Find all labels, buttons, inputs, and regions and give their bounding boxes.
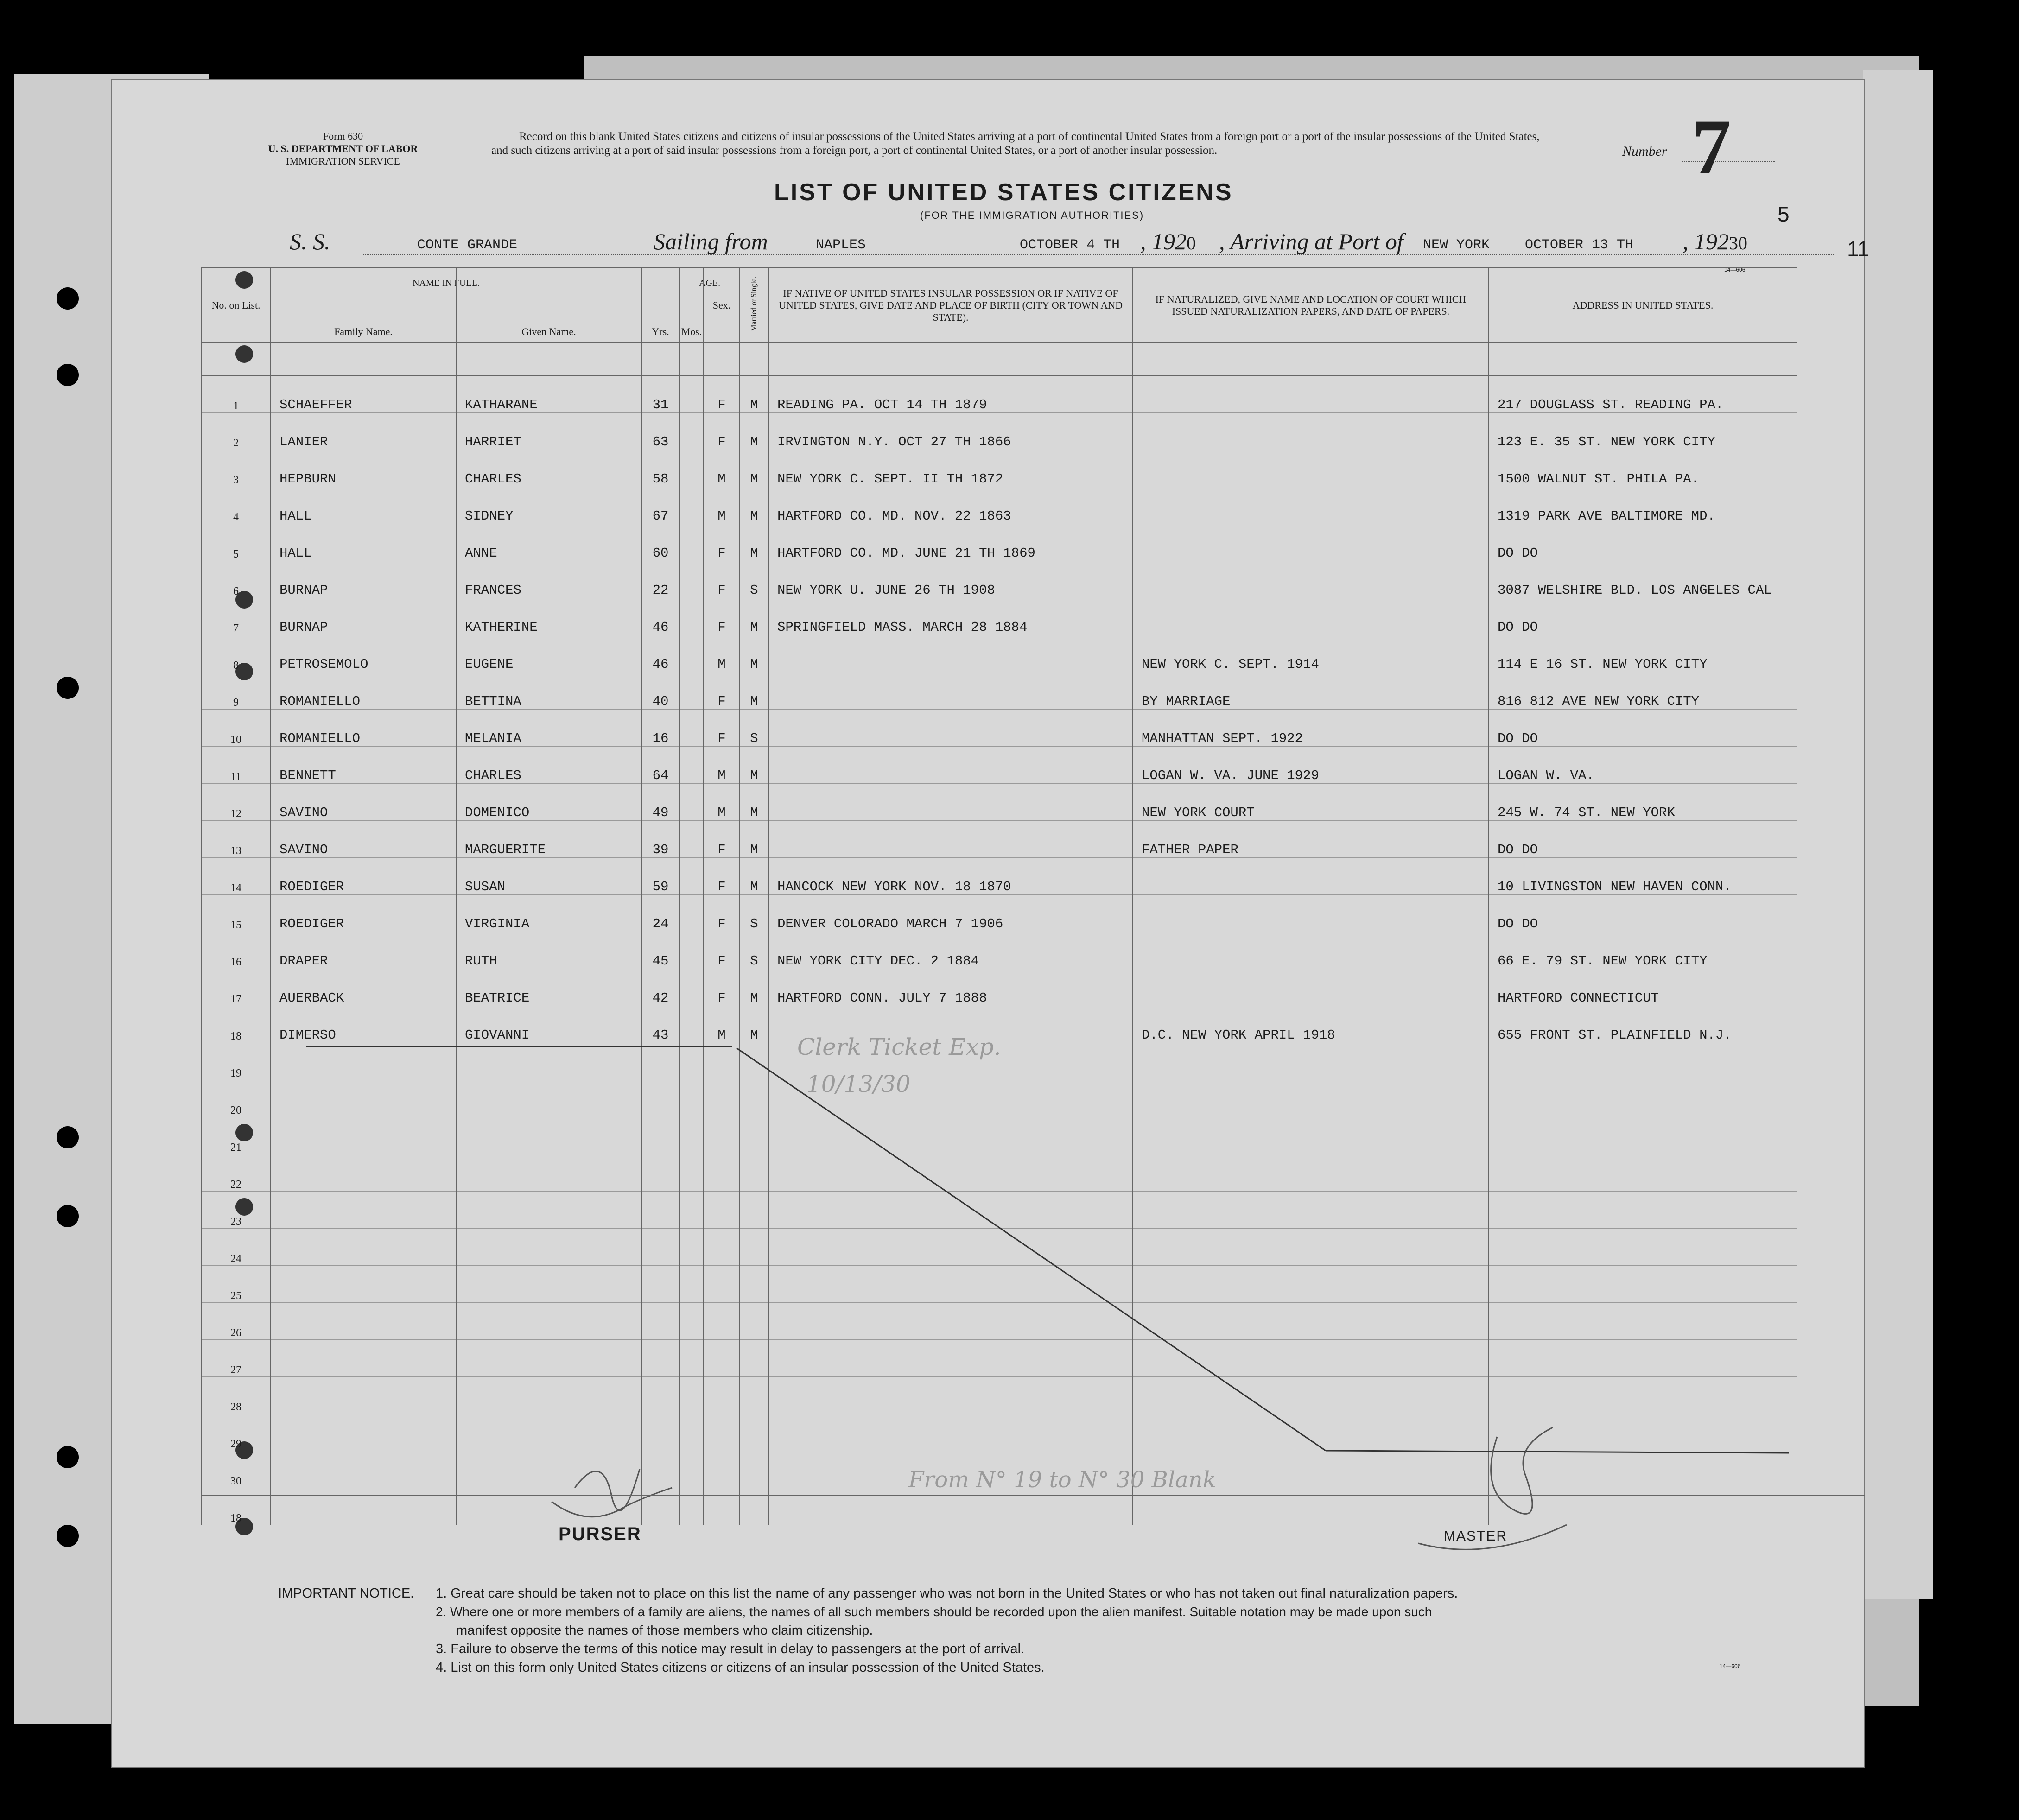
us-address: 3087 WELSHIRE BLD. LOS ANGELES CAL: [1489, 561, 1797, 598]
row-number: 7: [201, 598, 271, 635]
married-single: M: [740, 413, 768, 450]
age-group-header: AGE.: [699, 278, 721, 288]
age-years: 16: [641, 710, 679, 747]
given-name: RUTH: [456, 932, 641, 969]
married-single: S: [740, 895, 768, 932]
married-single: M: [740, 784, 768, 821]
sailing-year-prefix: , 192: [1140, 228, 1187, 254]
us-address: 123 E. 35 ST. NEW YORK CITY: [1489, 413, 1797, 450]
age-years: 63: [641, 413, 679, 450]
row-number: 30: [201, 1451, 271, 1488]
age-years: 67: [641, 487, 679, 524]
page-mark: 5: [1778, 202, 1790, 226]
naturalization: LOGAN W. VA. JUNE 1929: [1133, 747, 1489, 784]
form-subtitle: (FOR THE IMMIGRATION AUTHORITIES): [920, 209, 1144, 221]
arrival-date: OCTOBER 13 TH: [1525, 237, 1634, 253]
row-number: 20: [201, 1080, 271, 1117]
arrival-year-suffix: 30: [1729, 233, 1747, 254]
row-number: 21: [201, 1117, 271, 1154]
married-single: S: [740, 932, 768, 969]
age-years: 45: [641, 932, 679, 969]
us-address: DO DO: [1489, 821, 1797, 858]
notice-item: 4. List on this form only United States citizens or citizens of an insular possession of the United States.: [436, 1660, 1045, 1675]
age-years: 46: [641, 598, 679, 635]
service: IMMIGRATION SERVICE: [286, 155, 400, 167]
footer-rule: [201, 1495, 1865, 1496]
row-number: 1: [201, 375, 271, 413]
given-name: BETTINA: [456, 672, 641, 710]
family-name: PETROSEMOLO: [271, 635, 456, 672]
edge-mark: 11: [1847, 237, 1869, 261]
row-number: 12: [201, 784, 271, 821]
age-years: 31: [641, 375, 679, 413]
row-number: 15: [201, 895, 271, 932]
naturalization: MANHATTAN SEPT. 1922: [1133, 710, 1489, 747]
naturalization: BY MARRIAGE: [1133, 672, 1489, 710]
birth-place-date: NEW YORK U. JUNE 26 TH 1908: [768, 561, 1133, 598]
purser-label: PURSER: [559, 1524, 641, 1544]
arriving-label: , Arriving at Port of: [1219, 228, 1403, 254]
family-name: BURNAP: [271, 598, 456, 635]
sex: F: [704, 858, 740, 895]
us-address: DO DO: [1489, 710, 1797, 747]
blank-rows-note: From N° 19 to N° 30 Blank: [908, 1467, 1216, 1493]
birth-place-date: SPRINGFIELD MASS. MARCH 28 1884: [768, 598, 1133, 635]
sailing-port: NAPLES: [816, 237, 866, 253]
family-name: LANIER: [271, 413, 456, 450]
sex: F: [704, 561, 740, 598]
us-address: 816 812 AVE NEW YORK CITY: [1489, 672, 1797, 710]
married-single: M: [740, 747, 768, 784]
sex: F: [704, 524, 740, 561]
sailing-year-suffix: 0: [1187, 233, 1196, 254]
given-name: SIDNEY: [456, 487, 641, 524]
row-number: 18: [201, 1488, 271, 1525]
age-years: 46: [641, 635, 679, 672]
us-address: 1319 PARK AVE BALTIMORE MD.: [1489, 487, 1797, 524]
birth-place-date: HARTFORD CONN. JULY 7 1888: [768, 969, 1133, 1006]
us-address: DO DO: [1489, 598, 1797, 635]
family-name: BURNAP: [271, 561, 456, 598]
age-years: 24: [641, 895, 679, 932]
pencil-stamp-line-2: 10/13/30: [806, 1071, 911, 1097]
sex: F: [704, 375, 740, 413]
given-name: EUGENE: [456, 635, 641, 672]
married-single: M: [740, 821, 768, 858]
notice-item: 3. Failure to observe the terms of this notice may result in delay to passengers at the port of arrival.: [436, 1642, 1025, 1656]
given-name: HARRIET: [456, 413, 641, 450]
row-number: 28: [201, 1377, 271, 1414]
given-name: CHARLES: [456, 450, 641, 487]
row-number: 19: [201, 1043, 271, 1080]
col-given: Given Name.: [456, 268, 641, 343]
us-address: 66 E. 79 ST. NEW YORK CITY: [1489, 932, 1797, 969]
row-number: 26: [201, 1303, 271, 1340]
age-years: 49: [641, 784, 679, 821]
col-married-label: Married or Single.: [750, 277, 758, 331]
family-name: AUERBACK: [271, 969, 456, 1006]
given-name: ANNE: [456, 524, 641, 561]
row-number: 2: [201, 413, 271, 450]
given-name: BEATRICE: [456, 969, 641, 1006]
sex: F: [704, 413, 740, 450]
col-birth: IF NATIVE OF UNITED STATES INSULAR POSSESSION OR IF NATIVE OF UNITED STATES, GIVE DATE AND PLACE OF BIRTH (CITY OR TOWN AND STATE).: [768, 268, 1133, 343]
row-number: 11: [201, 747, 271, 784]
sex: M: [704, 450, 740, 487]
us-address: LOGAN W. VA.: [1489, 747, 1797, 784]
given-name: SUSAN: [456, 858, 641, 895]
form-number: Form 630: [323, 130, 363, 142]
arrival-year-prefix: , 192: [1682, 228, 1729, 254]
family-name: SCHAEFFER: [271, 375, 456, 413]
age-years: 42: [641, 969, 679, 1006]
married-single: M: [740, 450, 768, 487]
col-address: ADDRESS IN UNITED STATES.: [1489, 268, 1797, 343]
birth-place-date: NEW YORK CITY DEC. 2 1884: [768, 932, 1133, 969]
married-single: M: [740, 635, 768, 672]
naturalization: NEW YORK COURT: [1133, 784, 1489, 821]
row-number: 24: [201, 1229, 271, 1266]
married-single: M: [740, 672, 768, 710]
age-years: 22: [641, 561, 679, 598]
row-number: 8: [201, 635, 271, 672]
col-mos: Mos.: [679, 268, 704, 343]
age-years: 43: [641, 1006, 679, 1043]
married-single: M: [740, 598, 768, 635]
given-name: GIOVANNI: [456, 1006, 641, 1043]
number-label: Number: [1622, 144, 1667, 159]
birth-place-date: NEW YORK C. SEPT. II TH 1872: [768, 450, 1133, 487]
given-name: FRANCES: [456, 561, 641, 598]
us-address: DO DO: [1489, 895, 1797, 932]
sailing-date: OCTOBER 4 TH: [1020, 237, 1120, 253]
birth-place-date: DENVER COLORADO MARCH 7 1906: [768, 895, 1133, 932]
row-number: 18: [201, 1006, 271, 1043]
birth-place-date: HARTFORD CO. MD. JUNE 21 TH 1869: [768, 524, 1133, 561]
age-years: 40: [641, 672, 679, 710]
row-number: 10: [201, 710, 271, 747]
row-number: 13: [201, 821, 271, 858]
row-number: 25: [201, 1266, 271, 1303]
record-notice: Record on this blank United States citizens and citizens of insular possessions of the United States arriving at a port of continental United States from a foreign port or a port of the insular possessions of the United States, and such citizens arriving at a port of said insular possessions from a foreign port, a port of continental United States, or a port of another insular possession.: [491, 130, 1540, 157]
married-single: M: [740, 858, 768, 895]
birth-place-date: HANCOCK NEW YORK NOV. 18 1870: [768, 858, 1133, 895]
age-years: 64: [641, 747, 679, 784]
notice-list: [436, 1584, 1458, 1677]
family-name: DRAPER: [271, 932, 456, 969]
naturalization: FATHER PAPER: [1133, 821, 1489, 858]
us-address: 1500 WALNUT ST. PHILA PA.: [1489, 450, 1797, 487]
married-single: M: [740, 969, 768, 1006]
name-group-header: NAME IN FULL.: [413, 278, 480, 288]
list-number: 7: [1692, 103, 1731, 190]
col-no: No. on List.: [201, 268, 271, 343]
married-single: M: [740, 487, 768, 524]
given-name: VIRGINIA: [456, 895, 641, 932]
birth-place-date: HARTFORD CO. MD. NOV. 22 1863: [768, 487, 1133, 524]
family-name: ROMANIELLO: [271, 710, 456, 747]
given-name: CHARLES: [456, 747, 641, 784]
given-name: MARGUERITE: [456, 821, 641, 858]
family-name: SAVINO: [271, 821, 456, 858]
us-address: 114 E 16 ST. NEW YORK CITY: [1489, 635, 1797, 672]
notice-item: manifest opposite the names of those members who claim citizenship.: [456, 1623, 873, 1638]
arrival-port: NEW YORK: [1423, 237, 1490, 253]
col-family: Family Name.: [271, 268, 456, 343]
row-number: 5: [201, 524, 271, 561]
row-number: 23: [201, 1192, 271, 1229]
ss-label: S. S.: [290, 228, 330, 254]
row-number: 9: [201, 672, 271, 710]
us-address: 10 LIVINGSTON NEW HAVEN CONN.: [1489, 858, 1797, 895]
col-yrs: Yrs.: [641, 268, 679, 343]
given-name: KATHARANE: [456, 375, 641, 413]
sex: F: [704, 672, 740, 710]
age-years: 58: [641, 450, 679, 487]
family-name: HALL: [271, 524, 456, 561]
age-years: 59: [641, 858, 679, 895]
small-code-bottom: 14—606: [1720, 1663, 1741, 1669]
row-number: 16: [201, 932, 271, 969]
sex: F: [704, 932, 740, 969]
family-name: DIMERSO: [271, 1006, 456, 1043]
naturalization: D.C. NEW YORK APRIL 1918: [1133, 1006, 1489, 1043]
married-single: M: [740, 1006, 768, 1043]
given-name: DOMENICO: [456, 784, 641, 821]
row-number: 27: [201, 1340, 271, 1377]
sex: M: [704, 747, 740, 784]
col-naturalized: IF NATURALIZED, GIVE NAME AND LOCATION OF COURT WHICH ISSUED NATURALIZATION PAPERS, AND DATE OF PAPERS.: [1133, 268, 1489, 343]
pencil-stamp-line-1: Clerk Ticket Exp.: [797, 1034, 1001, 1060]
notice-heading: IMPORTANT NOTICE.: [278, 1586, 414, 1601]
family-name: BENNETT: [271, 747, 456, 784]
small-code-top: 14—606: [1724, 266, 1746, 273]
given-name: KATHERINE: [456, 598, 641, 635]
sex: M: [704, 1006, 740, 1043]
age-years: 60: [641, 524, 679, 561]
family-name: HALL: [271, 487, 456, 524]
married-single: M: [740, 524, 768, 561]
us-address: 217 DOUGLASS ST. READING PA.: [1489, 375, 1797, 413]
sailing-label: Sailing from: [654, 228, 768, 254]
sex: F: [704, 710, 740, 747]
married-single: S: [740, 710, 768, 747]
sex: F: [704, 821, 740, 858]
married-single: S: [740, 561, 768, 598]
row-number: 14: [201, 858, 271, 895]
us-address: HARTFORD CONNECTICUT: [1489, 969, 1797, 1006]
row-number: 6: [201, 561, 271, 598]
us-address: 245 W. 74 ST. NEW YORK: [1489, 784, 1797, 821]
sex: M: [704, 635, 740, 672]
family-name: ROEDIGER: [271, 858, 456, 895]
row-number: 29: [201, 1414, 271, 1451]
row-number: 17: [201, 969, 271, 1006]
row-number: 22: [201, 1154, 271, 1192]
birth-place-date: READING PA. OCT 14 TH 1879: [768, 375, 1133, 413]
notice-item: 1. Great care should be taken not to place on this list the name of any passenger who was not born in the United States or who has not taken out final naturalization papers.: [436, 1586, 1458, 1601]
sex: M: [704, 784, 740, 821]
age-years: 39: [641, 821, 679, 858]
ship-name: CONTE GRANDE: [417, 237, 518, 253]
married-single: M: [740, 375, 768, 413]
sex: F: [704, 895, 740, 932]
sex: F: [704, 969, 740, 1006]
sex: M: [704, 487, 740, 524]
col-sex: Sex.: [704, 268, 740, 343]
department: U. S. DEPARTMENT OF LABOR: [268, 143, 418, 154]
sex: F: [704, 598, 740, 635]
row-number: 3: [201, 450, 271, 487]
family-name: ROEDIGER: [271, 895, 456, 932]
birth-place-date: IRVINGTON N.Y. OCT 27 TH 1866: [768, 413, 1133, 450]
notice-item: 2. Where one or more members of a family are aliens, the names of all such members should be recorded upon the alien manifest. Suitable notation may be made upon such: [436, 1604, 1432, 1619]
naturalization: NEW YORK C. SEPT. 1914: [1133, 635, 1489, 672]
us-address: DO DO: [1489, 524, 1797, 561]
family-name: SAVINO: [271, 784, 456, 821]
form-title: LIST OF UNITED STATES CITIZENS: [774, 179, 1233, 206]
family-name: HEPBURN: [271, 450, 456, 487]
family-name: ROMANIELLO: [271, 672, 456, 710]
master-label: MASTER: [1444, 1528, 1508, 1544]
us-address: 655 FRONT ST. PLAINFIELD N.J.: [1489, 1006, 1797, 1043]
given-name: MELANIA: [456, 710, 641, 747]
row-number: 4: [201, 487, 271, 524]
